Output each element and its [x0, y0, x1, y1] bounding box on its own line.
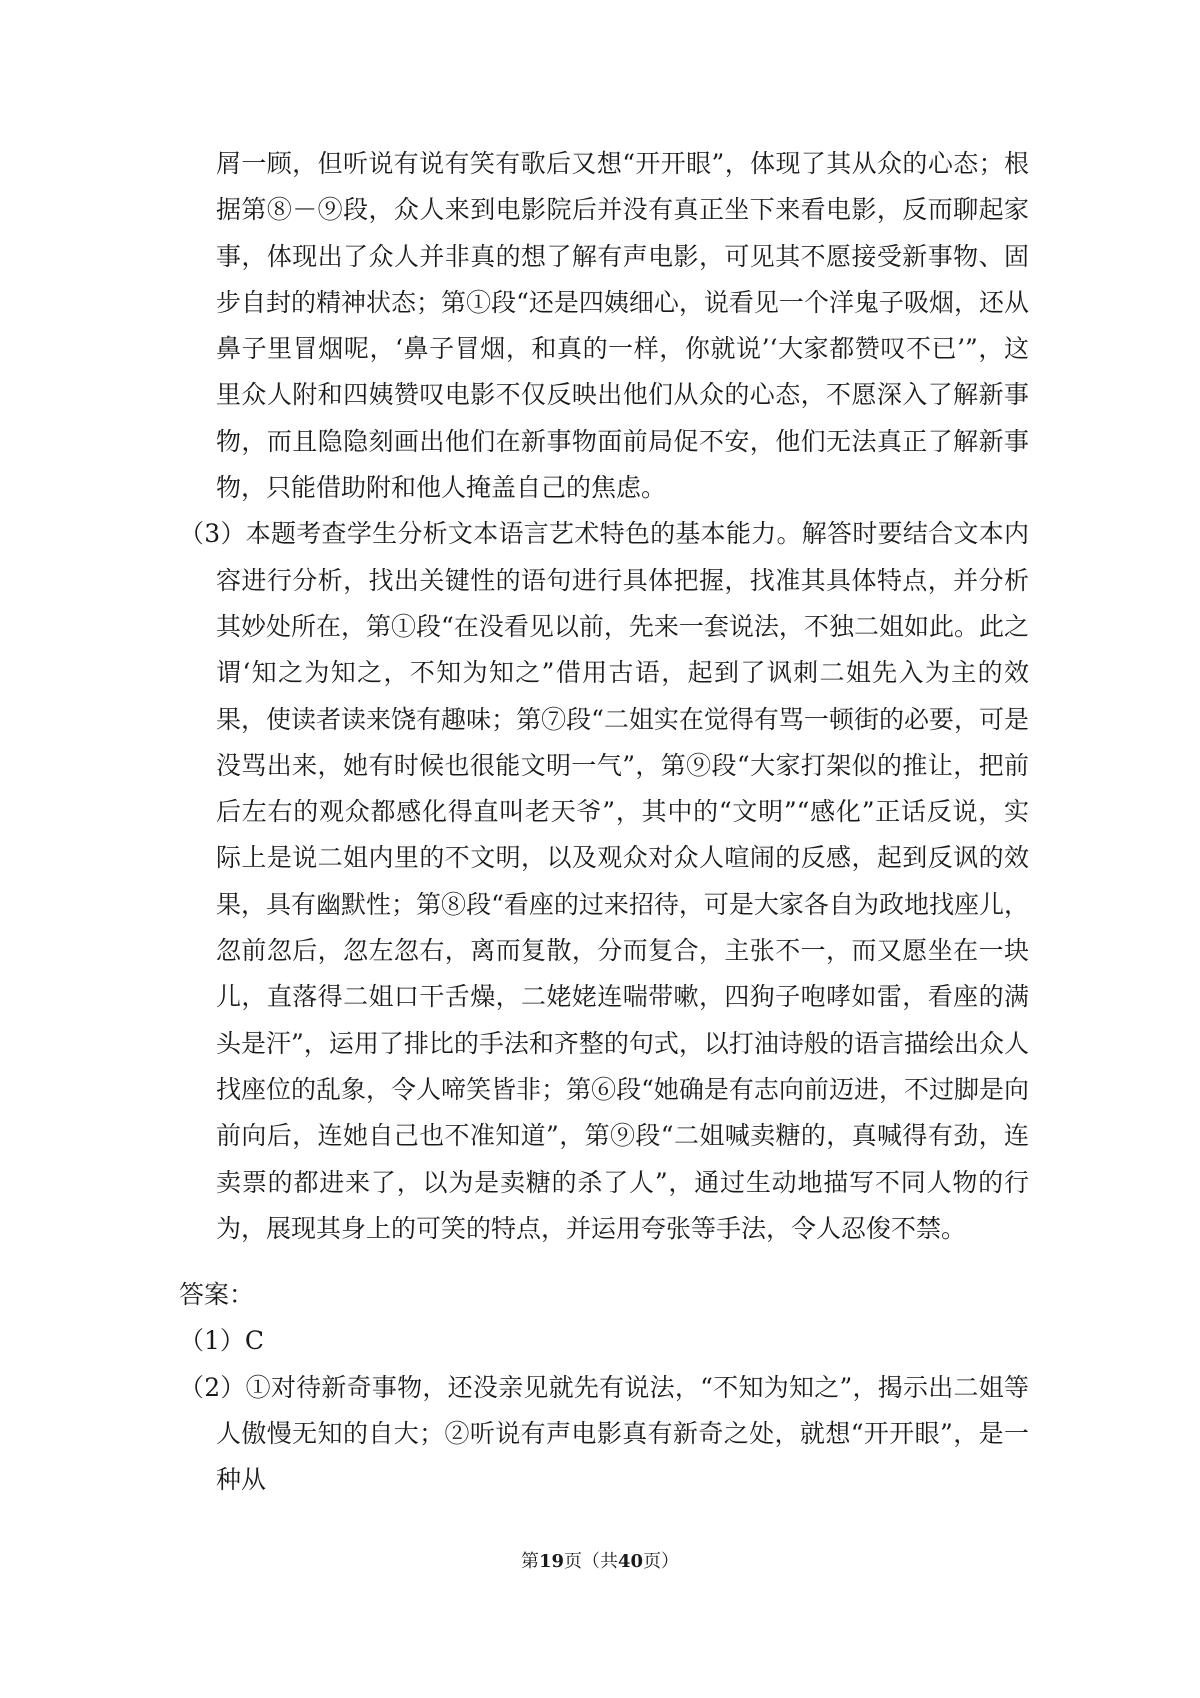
answer-heading: 答案：	[179, 1280, 255, 1310]
page-content	[179, 141, 1029, 1504]
footer-total-pages: 40	[618, 1551, 644, 1572]
footer-middle: 页（共	[564, 1551, 618, 1572]
answer-item-1: （1）C	[179, 1326, 265, 1356]
analysis-item-3-paragraph: （3）本题考查学生分析文本语言艺术特色的基本能力。解答时要结合文本内容进行分析，找出关键性的语句进行具体把握，找准其具体特点，并分析其妙处所在，第①段“在没看见以前，先来一套说法，不独二姐如此。此之谓‘知之为知之，不知为知之”借用古语，起到了讽刺二姐先入为主的效果，使读者读来饶有趣味；第⑦段“二姐实在觉得有骂一顿街的必要，可是没骂出来，她有时候也很能文明一气”，第⑨段“大家打架似的推让，把前后左右的观众都感化得直叫老天爷”，其中的“文明”“感化”正话反说，实际上是说二姐内里的不文明，以及观众对众人喧闹的反感，起到反讽的效果，具有幽默性；第⑧段“看座的过来招待，可是大家各自为政地找座儿，忽前忽后，忽左忽右，离而复散，分而复合，主张不一，而又愿坐在一块儿，直落得二姐口干舌燥，二姥姥连喘带嗽，四狗子咆哮如雷，看座的满头是汗”，运用了排比的手法和齐整的句式，以打油诗般的语言描绘出众人找座位的乱象，令人啼笑皆非；第⑥段“她确是有志向前迈进，不过脚是向前向后，连她自己也不准知道”，第⑨段“二姐喊卖糖的，真喊得有劲，连卖票的都进来了，以为是卖糖的杀了人”，通过生动地描写不同人物的行为，展现其身上的可笑的特点，并运用夸张等手法，令人忍俊不禁。	[179, 519, 1029, 1243]
answer-item-2: （2）①对待新奇事物，还没亲见就先有说法，“不知为知之”，揭示出二姐等人傲慢无知的自大；②听说有声电影真有新奇之处，就想“开开眼”，是一种从	[179, 1372, 1029, 1495]
footer-page-number: 19	[538, 1551, 564, 1572]
footer-suffix: 页）	[643, 1551, 680, 1572]
footer-prefix: 第	[520, 1551, 539, 1572]
page-footer	[0, 1550, 1200, 1574]
analysis-continuation-paragraph: 屑一顾，但听说有说有笑有歌后又想“开开眼”，体现了其从众的心态；根据第⑧－⑨段，众人来到电影院后并没有真正坐下来看电影，反而聊起家事，体现出了众人并非真的想了解有声电影，可见其不愿接受新事物、固步自封的精神状态；第①段“还是四姨细心，说看见一个洋鬼子吸烟，还从鼻子里冒烟呢，‘鼻子冒烟，和真的一样，你就说’‘大家都赞叹不已’”，这里众人附和四姨赞叹电影不仅反映出他们从众的心态，不愿深入了解新事物，而且隐隐刻画出他们在新事物面前局促不安，他们无法真正了解新事物，只能借助附和他人掩盖自己的焦虑。	[216, 149, 1029, 503]
